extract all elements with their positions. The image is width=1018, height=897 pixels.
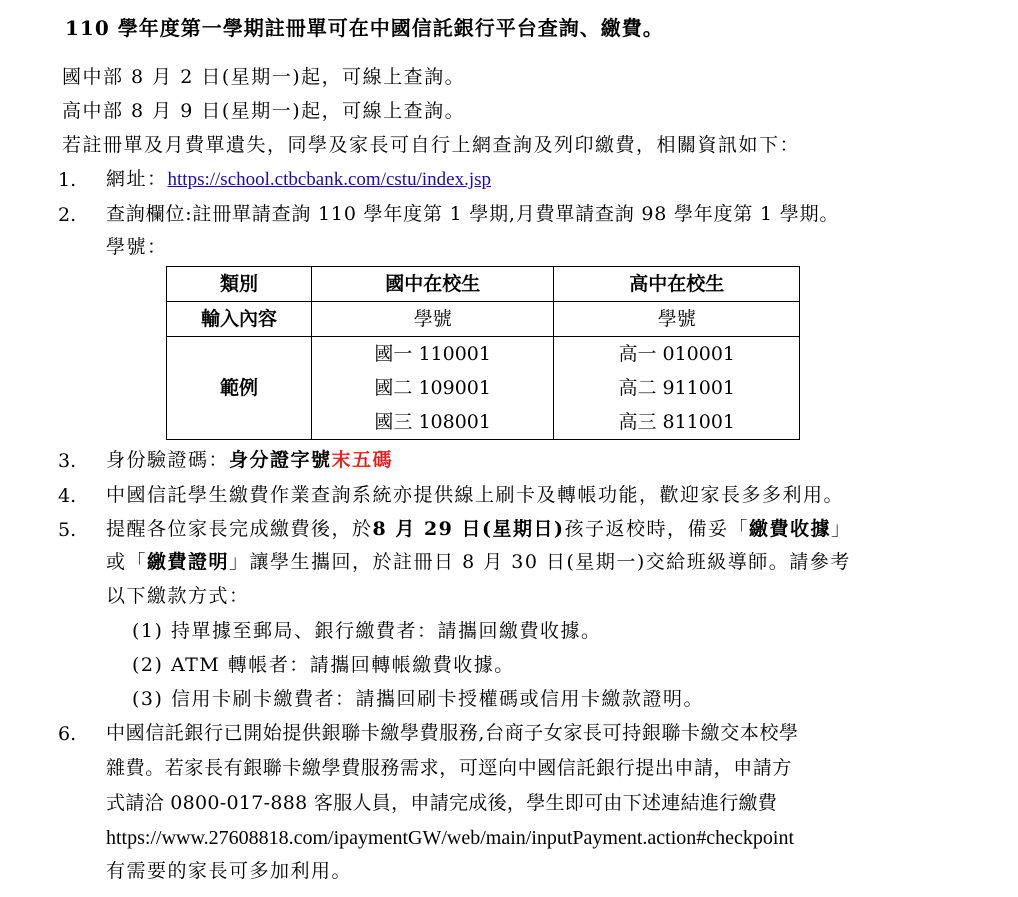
table-input-label: 輸入內容 <box>167 302 312 337</box>
item-number: 6. <box>58 723 77 745</box>
id-number-text: 身分證字號 <box>229 449 332 471</box>
reminder-text: 孩子返校時，備妥「 <box>564 518 750 540</box>
intro-senior: 高中部 8 月 9 日(星期一)起，可線上查詢。 <box>62 100 466 122</box>
payment-proof-text: 繳費證明 <box>147 551 230 573</box>
item-number: 4. <box>58 485 77 507</box>
table-header-junior: 國中在校生 <box>311 267 554 302</box>
item-6-line-1: 中國信託銀行已開始提供銀聯卡繳學費服務,台商子女家長可持銀聯卡繳交本校學 <box>106 722 799 744</box>
item-2-query-fields: 查詢欄位:註冊單請查詢 110 學年度第 1 學期,月費單請查詢 98 學年度第 1 學期。 <box>106 203 840 225</box>
url-label: 網址： <box>106 168 168 190</box>
item-number: 5. <box>58 519 77 541</box>
item-number: 3. <box>58 450 77 472</box>
reminder-text: 或「 <box>106 551 148 573</box>
reminder-text: 」讓學生攜回，於註冊日 8 月 30 日(星期一)交給班級導師。請參考 <box>229 551 851 573</box>
item-6-line-5: 有需要的家長可多加利用。 <box>106 860 353 882</box>
table-header-category: 類別 <box>167 267 312 302</box>
table-example-label: 範例 <box>167 337 312 440</box>
return-date-text: 8 月 29 日(星期日) <box>372 518 565 540</box>
table-header-senior: 高中在校生 <box>554 267 800 302</box>
item-3-verification <box>106 451 393 470</box>
payment-gateway-link[interactable]: https://www.27608818.com/ipaymentGW/web/main/inputPayment.action#checkpoint <box>106 827 795 849</box>
item-6-line-3: 式請洽 0800-017-888 客服人員，申請完成後，學生即可由下述連結進行繳費 <box>106 792 778 814</box>
senior-example: 高三 811001 <box>618 411 736 433</box>
reminder-text: 提醒各位家長完成繳費後，於 <box>106 518 373 540</box>
senior-example: 高一 010001 <box>618 343 736 365</box>
junior-example: 國二 109001 <box>374 377 491 399</box>
table-senior-examples <box>554 337 800 440</box>
verification-label: 身份驗證碼： <box>106 449 230 471</box>
item-5-line-1 <box>106 520 852 539</box>
intro-junior: 國中部 8 月 2 日(星期一)起，可線上查詢。 <box>62 66 466 88</box>
student-id-table <box>166 266 800 440</box>
reminder-text: 」 <box>831 518 852 540</box>
senior-example: 高二 911001 <box>618 377 736 399</box>
table-senior-input: 學號 <box>554 302 800 337</box>
payment-method: (3) 信用卡刷卡繳費者：請攜回刷卡授權碼或信用卡繳款證明。 <box>132 688 704 710</box>
table-junior-examples <box>311 337 554 440</box>
item-5-line-2 <box>106 553 851 572</box>
payment-method: (2) ATM 轉帳者：請攜回轉帳繳費收據。 <box>132 654 515 676</box>
item-4-online-payment: 中國信託學生繳費作業查詢系統亦提供線上刷卡及轉帳功能，歡迎家長多多利用。 <box>106 484 845 506</box>
school-portal-link[interactable]: https://school.ctbcbank.com/cstu/index.jsp <box>167 169 491 190</box>
last-five-digits-text: 末五碼 <box>331 449 394 471</box>
item-number: 2. <box>58 204 77 226</box>
payment-method: (1) 持單據至郵局、銀行繳費者：請攜回繳費收據。 <box>132 620 602 642</box>
junior-example: 國一 110001 <box>374 343 491 365</box>
table-row <box>167 302 800 337</box>
payment-receipt-text: 繳費收據 <box>749 518 832 540</box>
item-6-line-2: 雜費。若家長有銀聯卡繳學費服務需求，可逕向中國信託銀行提出申請，申請方 <box>106 757 793 779</box>
student-id-label: 學號： <box>106 236 168 258</box>
item-5-line-3: 以下繳款方式： <box>106 585 250 607</box>
item-1 <box>106 170 491 189</box>
intro-lost-forms: 若註冊單及月費單遺失，同學及家長可自行上網查詢及列印繳費，相關資訊如下： <box>62 134 801 156</box>
table-header-row <box>167 267 800 302</box>
page-title: 110 學年度第一學期註冊單可在中國信託銀行平台查詢、繳費。 <box>65 16 664 40</box>
junior-example: 國三 108001 <box>374 411 491 433</box>
item-number: 1. <box>58 169 77 191</box>
table-row <box>167 337 800 440</box>
table-junior-input: 學號 <box>311 302 554 337</box>
